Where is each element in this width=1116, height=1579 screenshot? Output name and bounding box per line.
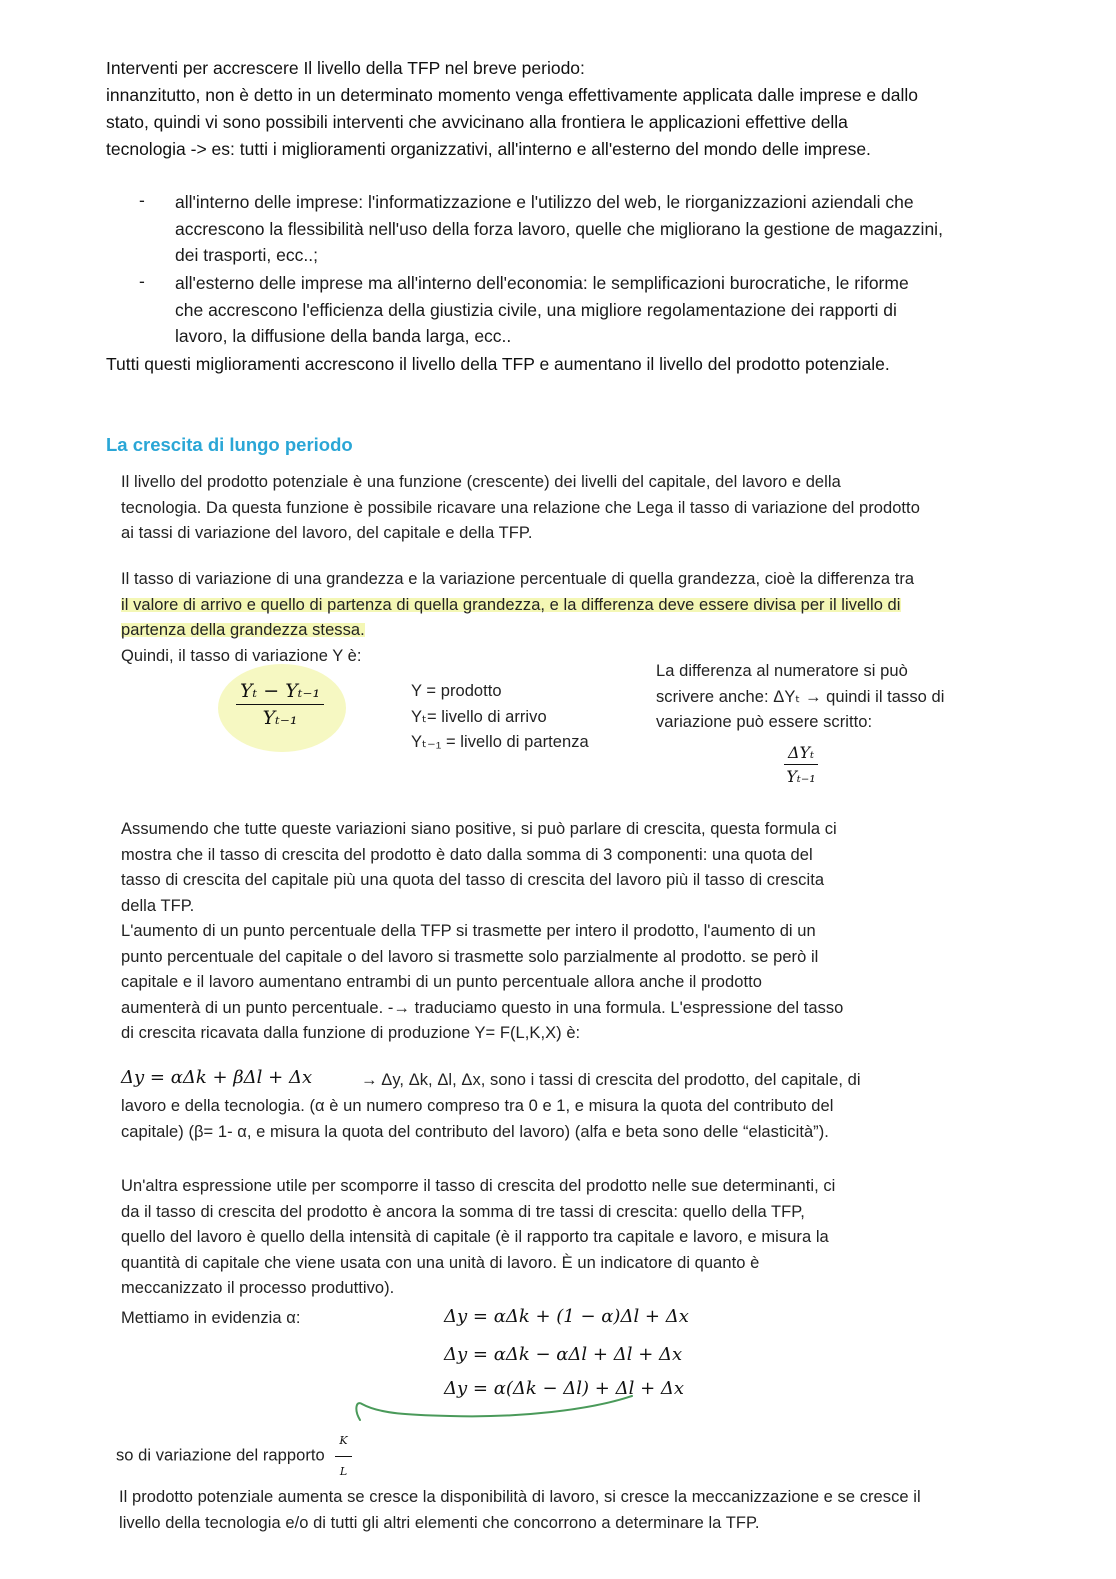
equation-growth-explanation: → Δy, Δk, Δl, Δx, sono i tassi di crescita del prodotto, del capitale, di <box>361 1071 861 1089</box>
equation-step-2: Δy = αΔk − αΔl + Δl + Δx <box>444 1344 683 1365</box>
scan-line: L'aumento di un punto percentuale della TFP si trasmette per intero il prodotto, l'aumento di un <box>121 922 816 940</box>
fraction-denominator: Yₜ₋₁ <box>262 707 298 729</box>
scan-line: capitale e il lavoro aumentano entrambi di un punto percentuale allora anche il prodotto <box>121 973 762 991</box>
equation-step-1: Δy = αΔk + (1 − α)Δl + Δx <box>444 1306 689 1327</box>
handwritten-arrow <box>340 1390 640 1430</box>
scan-line: Il tasso di variazione di una grandezza e la variazione percentuale di quella grandezza, cioè la differenza tra <box>121 570 915 588</box>
numerator-note <box>656 659 944 736</box>
scan-paragraph-1 <box>121 470 951 547</box>
equation-step-3: Δy = α(Δk − Δl) + Δl + Δx <box>444 1378 685 1399</box>
growth-rate-fraction <box>236 680 324 729</box>
fraction-numerator: Yₜ − Yₜ₋₁ <box>236 680 324 705</box>
intro-line-3: stato, quindi vi sono possibili interventi che avvicinano alla frontiera le applicazioni effettive della <box>106 112 848 132</box>
intro-line-2: innanzitutto, non è detto in un determinato momento venga effettivamente applicata dalle imprese e dallo <box>106 85 918 105</box>
scan-line: Quindi, il tasso di variazione Y è: <box>121 646 362 665</box>
bullet-1-line: all'interno delle imprese: l'informatizzazione e l'utilizzo del web, le riorganizzazioni aziendali che <box>175 192 914 212</box>
scan-line: quello del lavoro è quello della intensità di capitale (è il rapporto tra capitale e lavoro, e misura la <box>121 1228 829 1246</box>
legend-line: Yₜ₋₁ = livello di partenza <box>411 733 589 751</box>
note-line: scrivere anche: ΔYₜ → quindi il tasso di <box>656 687 945 706</box>
scan-line: della TFP. <box>121 896 195 915</box>
scan-line: lavoro e della tecnologia. (α è un numero compreso tra 0 e 1, e misura la quota del contributo del <box>121 1097 834 1115</box>
legend-line: Yₜ= livello di arrivo <box>411 707 547 726</box>
scan-line: di crescita ricavata dalla funzione di produzione Y= F(L,K,X) è: <box>121 1024 581 1042</box>
scan-paragraph-6 <box>119 1485 959 1536</box>
note-line: variazione può essere scritto: <box>656 713 873 731</box>
scan-line: da il tasso di crescita del prodotto è ancora la somma di tre tassi di crescita: quello della TFP, <box>121 1202 805 1221</box>
ratio-fraction <box>335 1428 351 1484</box>
bullet-marker-1: - <box>139 190 145 210</box>
ratio-caption <box>116 1428 352 1484</box>
bullet-2 <box>175 270 1025 350</box>
scan-line: Il prodotto potenziale aumenta se cresce la disponibilità di lavoro, si cresce la meccanizzazione e se cresce il <box>119 1488 921 1506</box>
scan-line: mostra che il tasso di crescita del prodotto è dato dalla somma di 3 componenti: una quota del <box>121 845 813 864</box>
delta-fraction <box>784 743 818 786</box>
scan-line: aumenterà di un punto percentuale. -→ traduciamo questo in una formula. L'espressione del tasso <box>121 998 844 1017</box>
scan-line: Un'altra espressione utile per scomporre il tasso di crescita del prodotto nelle sue determinanti, ci <box>121 1177 836 1195</box>
scan-paragraph-2 <box>121 567 951 669</box>
scan-line: punto percentuale del capitale o del lavoro si trasmette solo parzialmente al prodotto. se però il <box>121 947 819 966</box>
scan-line: tasso di crescita del capitale più una quota del tasso di crescita del lavoro più il tasso di crescita <box>121 871 825 889</box>
scan-paragraph-5 <box>121 1174 951 1302</box>
scan-line: quantità di capitale che viene usata con una unità di lavoro. È un indicatore di quanto è <box>121 1253 760 1272</box>
scan-line: Il livello del prodotto potenziale è una funzione (crescente) dei livelli del capitale, del lavoro e della <box>121 473 841 491</box>
bullet-2-line: lavoro, la diffusione della banda larga, ecc.. <box>175 326 512 346</box>
bullet-marker-2: - <box>139 271 145 291</box>
intro-closing: Tutti questi miglioramenti accrescono il livello della TFP e aumentano il livello del prodotto potenziale. <box>106 354 890 374</box>
delta-fraction-denominator: Yₜ₋₁ <box>786 767 816 786</box>
bullet-2-line: che accrescono l'efficienza della giustizia civile, una migliore regolamentazione dei rapporti di <box>175 299 897 320</box>
ratio-denominator: L <box>339 1464 348 1478</box>
ratio-numerator: K <box>335 1428 351 1457</box>
scan-line: livello della tecnologia e/o di tutti gli altri elementi che concorrono a determinare la TFP. <box>119 1513 760 1532</box>
delta-fraction-numerator: ΔYₜ <box>784 743 818 765</box>
intro-line-4: tecnologia -> es: tutti i miglioramenti organizzativi, all'interno e all'esterno del mondo delle imprese. <box>106 139 871 159</box>
scan-paragraph-4 <box>121 1094 951 1145</box>
bullet-1 <box>175 189 1025 269</box>
bullet-1-line: dei trasporti, ecc..; <box>175 245 318 265</box>
variable-legend <box>411 679 589 756</box>
scan-line: Assumendo che tutte queste variazioni siano positive, si può parlare di crescita, questa formula ci <box>121 820 837 838</box>
note-line: La differenza al numeratore si può <box>656 662 908 680</box>
scan-line: partenza della grandezza stessa. <box>121 621 365 639</box>
equation-growth: Δy = αΔk + βΔl + Δx <box>121 1067 313 1088</box>
scan-line: il valore di arrivo e quello di partenza di quella grandezza, e la differenza deve essere divisa per il livello di <box>121 595 901 614</box>
legend-line: Y = prodotto <box>411 682 502 700</box>
bullet-1-line: accrescono la flessibilità nell'uso della forza lavoro, quelle che migliorano la gestione de magazzini, <box>175 218 943 239</box>
scan-paragraph-3 <box>121 817 951 1047</box>
scan-line: ai tassi di variazione del lavoro, del capitale e della TFP. <box>121 524 533 542</box>
scan-line: tecnologia. Da questa funzione è possibile ricavare una relazione che Lega il tasso di variazione del prodotto <box>121 498 920 517</box>
intro-line-1: Interventi per accrescere Il livello della TFP nel breve periodo: <box>106 58 585 78</box>
scan-line: capitale) (β= 1- α, e misura la quota del contributo del lavoro) (alfa e beta sono delle “elasticità”). <box>121 1122 829 1141</box>
section-heading: La crescita di lungo periodo <box>106 434 353 455</box>
ratio-caption-text: so di variazione del rapporto <box>116 1446 325 1465</box>
scan-line: meccanizzato il processo produttivo). <box>121 1279 395 1297</box>
alpha-caption: Mettiamo in evidenzia α: <box>121 1309 301 1327</box>
bullet-2-line: all'esterno delle imprese ma all'interno dell'economia: le semplificazioni burocratiche, le riforme <box>175 273 909 293</box>
